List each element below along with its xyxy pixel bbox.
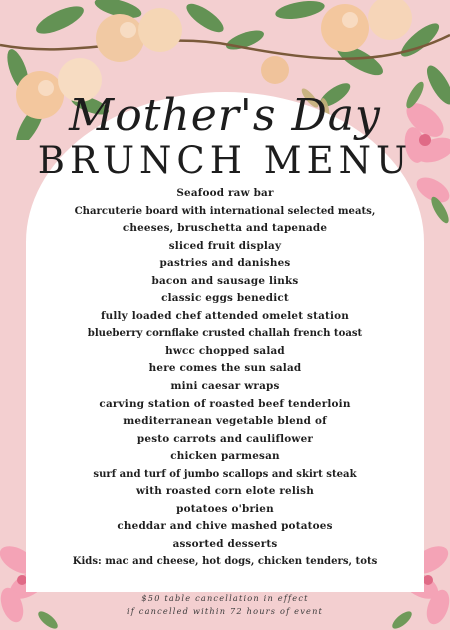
- footer-line: $50 table cancellation in effect: [141, 593, 309, 603]
- menu-item: blueberry cornflake crusted challah french toast: [87, 328, 363, 340]
- menu-item: cheeses, bruschetta and tapenade: [122, 222, 328, 235]
- menu-list: [0, 185, 450, 571]
- menu-item: surf and turf of jumbo scallops and skirt steak: [93, 468, 357, 480]
- footer-line: if cancelled within 72 hours of event: [126, 606, 324, 616]
- menu-item: classic eggs benedict: [161, 292, 289, 305]
- menu-item: fully loaded chef attended omelet station: [100, 309, 350, 322]
- menu-item: bacon and sausage links: [151, 274, 299, 287]
- menu-item: pesto carrots and cauliflower: [136, 432, 314, 445]
- menu-item: here comes the sun salad: [148, 362, 302, 375]
- cancellation-notice: [0, 592, 450, 618]
- menu-item: sliced fruit display: [168, 239, 282, 252]
- menu-item: pastries and danishes: [159, 257, 291, 270]
- menu-item: carving station of roasted beef tenderloin: [99, 397, 351, 410]
- menu-item: cheddar and chive mashed potatoes: [117, 520, 333, 533]
- menu-item: chicken parmesan: [170, 450, 280, 463]
- title-script: Mother's Day: [69, 90, 381, 141]
- menu-item: Kids: mac and cheese, hot dogs, chicken tenders, tots: [72, 556, 378, 568]
- menu-item: mediterranean vegetable blend of: [123, 415, 327, 428]
- menu-item: with roasted corn elote relish: [136, 485, 314, 498]
- menu-item: hwcc chopped salad: [165, 344, 285, 357]
- menu-item: mini caesar wraps: [170, 380, 280, 393]
- menu-item: Seafood raw bar: [176, 187, 274, 199]
- menu-item: assorted desserts: [172, 537, 278, 550]
- page-title: BRUNCH MENU: [37, 139, 413, 182]
- menu-item: Charcuterie board with international selected meats,: [74, 205, 376, 217]
- menu-item: potatoes o'brien: [176, 502, 274, 515]
